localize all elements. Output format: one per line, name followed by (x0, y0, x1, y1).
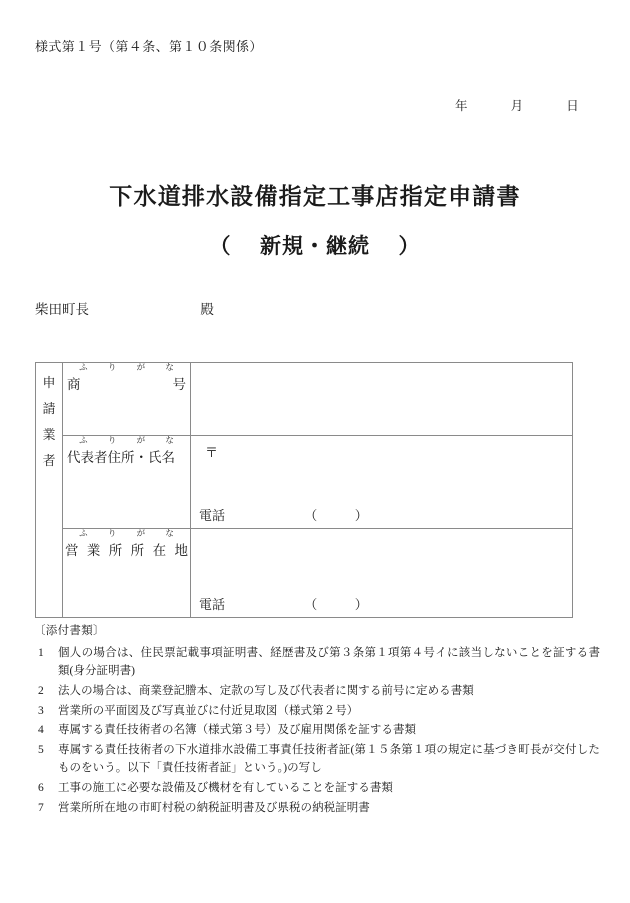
representative-label: 代表者住所・氏名 (67, 450, 175, 466)
office-address-value-cell[interactable] (191, 529, 573, 618)
furigana-char-3: が (136, 528, 146, 538)
trade-name-value-cell[interactable] (191, 363, 573, 436)
vertical-char-4: 者 (42, 453, 56, 468)
office-address-char-3: 所 (108, 543, 123, 559)
attachments-section (34, 622, 600, 818)
furigana-char-2: り (107, 528, 117, 538)
postal-code-icon: 〒 (205, 445, 219, 460)
tel-paren-open: （ (304, 508, 319, 523)
attachment-number: 6 (38, 782, 44, 794)
office-address-char-2: 業 (86, 543, 101, 559)
list-item (34, 702, 600, 721)
furigana-char-1: ふ (79, 528, 88, 538)
tel-area-code-field[interactable] (304, 594, 369, 613)
list-item (34, 799, 600, 818)
furigana-label (63, 436, 190, 445)
furigana-label (63, 363, 190, 372)
tel-label: 電話 (199, 508, 226, 523)
office-address-label-cell (63, 529, 191, 618)
date-day-label: 日 (566, 99, 579, 113)
applicant-vertical-header (36, 363, 63, 618)
office-address-char-5: 在 (152, 543, 167, 559)
office-address-label (63, 543, 190, 559)
attachment-text: 工事の施工に必要な設備及び機材を有していることを証する書類 (58, 782, 393, 794)
furigana-char-3: が (136, 362, 146, 372)
office-address-input-area[interactable] (191, 529, 572, 617)
addressee-honorific: 殿 (200, 302, 214, 317)
furigana-char-1: ふ (79, 435, 88, 445)
furigana-char-4: な (165, 528, 174, 538)
subtitle-open-paren: （ (209, 233, 232, 258)
representative-input-area[interactable] (191, 436, 572, 528)
subtitle-close-paren: ） (398, 233, 421, 258)
attachment-text: 法人の場合は、商業登記謄本、定款の写し及び代表者に関する前号に定める書類 (58, 684, 474, 697)
office-address-char-1: 営 (65, 543, 79, 559)
vertical-char-3: 業 (42, 427, 56, 442)
addressee-recipient: 柴田町長 (35, 302, 89, 317)
office-address-char-4: 所 (130, 543, 145, 559)
subtitle-options: 新規・継続 (260, 233, 370, 258)
attachment-number: 1 (38, 646, 44, 659)
furigana-char-3: が (136, 435, 146, 445)
attachment-text: 専属する責任技術者の下水道排水設備工事責任技術者証(第１５条第１項の規定に基づき町長が交付したものをいう。以下「責任技術者証」という。)の写し (58, 743, 600, 775)
attachment-text: 個人の場合は、住民票記載事項証明書、経歴書及び第３条第１項第４号イに該当しないことを証する書類(身分証明書) (58, 646, 600, 678)
furigana-char-4: な (165, 435, 174, 445)
tel-paren-open: （ (304, 597, 319, 612)
attachment-number: 2 (38, 684, 44, 697)
trade-name-char-1: 商 (67, 377, 81, 393)
date-year-label: 年 (455, 99, 468, 113)
representative-tel-line (199, 505, 369, 524)
attachment-number: 5 (38, 743, 44, 756)
office-address-char-6: 地 (174, 543, 188, 559)
trade-name-label-cell (63, 363, 191, 436)
date-month-label: 月 (510, 99, 524, 113)
addressee-line (35, 298, 214, 318)
vertical-char-1: 申 (42, 375, 56, 390)
attachments-heading: 〔添付書類〕 (34, 625, 105, 637)
furigana-char-2: り (107, 362, 117, 372)
furigana-char-1: ふ (79, 362, 88, 372)
representative-value-cell[interactable] (191, 436, 573, 529)
representative-label-cell (63, 436, 191, 529)
list-item (34, 644, 600, 681)
attachment-text: 営業所所在地の市町村税の納税証明書及び県税の納税証明書 (58, 801, 370, 814)
trade-name-label (63, 377, 190, 393)
attachment-text: 専属する責任技術者の名簿（様式第３号）及び雇用関係を証する書類 (58, 724, 417, 737)
list-item (34, 682, 600, 701)
list-item (34, 721, 600, 740)
table-row (36, 363, 573, 436)
attachment-number: 3 (38, 704, 44, 717)
attachment-text: 営業所の平面図及び写真並びに付近見取図（様式第２号） (58, 704, 359, 717)
trade-name-input-area[interactable] (191, 363, 572, 435)
tel-paren-close: ） (354, 508, 369, 523)
furigana-label (63, 529, 190, 538)
table-row (36, 436, 573, 529)
list-item (34, 779, 600, 798)
tel-label: 電話 (199, 597, 226, 612)
application-type-subtitle (0, 230, 630, 260)
list-item (34, 741, 600, 778)
furigana-char-4: な (165, 362, 174, 372)
office-tel-line (199, 594, 369, 613)
table-row (36, 529, 573, 618)
attachment-number: 7 (38, 801, 44, 814)
form-number: 様式第１号（第４条、第１０条関係） (35, 39, 263, 54)
applicant-table (35, 362, 573, 618)
date-line (455, 96, 579, 114)
attachment-number: 4 (38, 724, 44, 737)
tel-paren-close: ） (354, 597, 369, 612)
tel-area-code-field[interactable] (304, 505, 369, 524)
trade-name-char-2: 号 (172, 377, 186, 393)
title-block (0, 182, 630, 260)
page-title: 下水道排水設備指定工事店指定申請書 (109, 184, 521, 209)
furigana-char-2: り (107, 435, 117, 445)
vertical-char-2: 請 (42, 401, 56, 416)
